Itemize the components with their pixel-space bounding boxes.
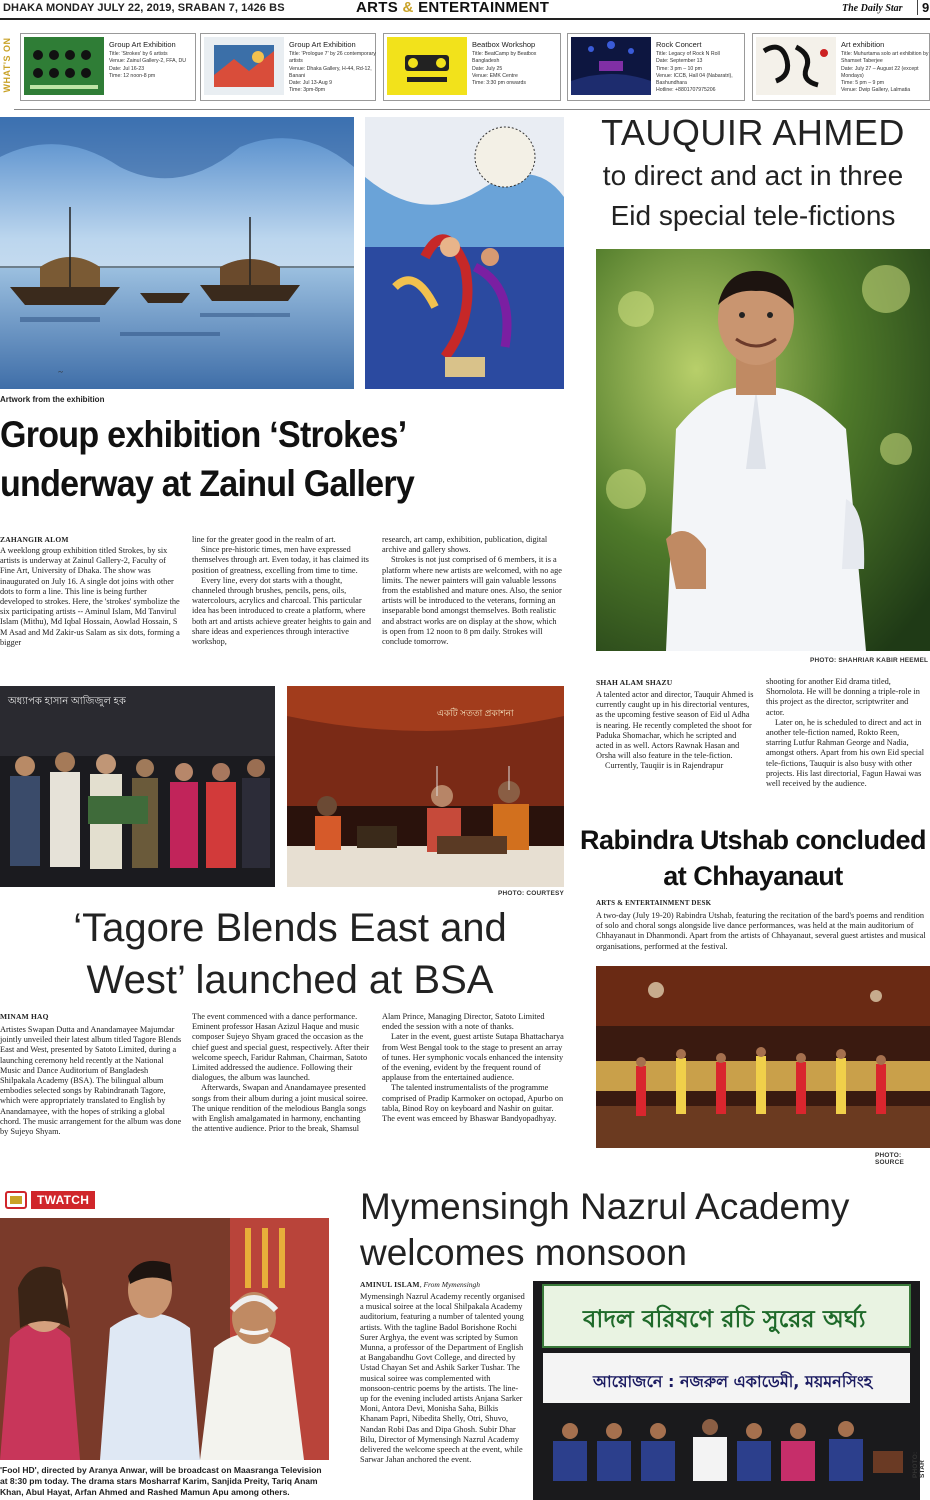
whats-on-title-3: Beatbox Workshop xyxy=(472,40,536,49)
whats-on-thumb-3 xyxy=(387,37,467,95)
tagore-col-2 xyxy=(192,1012,372,1134)
svg-text:~: ~ xyxy=(58,367,63,377)
tagore-photo-launch xyxy=(0,686,275,887)
whats-on-thumb-5 xyxy=(756,37,836,95)
nazrul-headline-line-1: Mymensingh Nazrul Academy xyxy=(360,1186,850,1227)
nazrul-byline-from: From Mymensingh xyxy=(423,1280,481,1289)
page-number: 9 xyxy=(917,0,929,15)
whats-on-item-2[interactable] xyxy=(200,33,376,101)
twatch-photo xyxy=(0,1218,329,1460)
tauquir-headline-line-3: Eid special tele-fictions xyxy=(610,200,896,231)
nazrul-photo-credit: PHOTO: STAR xyxy=(912,1451,926,1478)
whats-on-item-4[interactable] xyxy=(567,33,745,101)
whats-on-title-2: Group Art Exhibition xyxy=(289,40,356,49)
whats-on-item-3[interactable] xyxy=(383,33,561,101)
whats-on-detail-1: Title: 'Strokes' by 6 artists Venue: Zainul Gallery-2, FFA, DU Date: Jul 16-23 Time: 12 noon-8 pm xyxy=(109,51,186,79)
section-title-arts: ARTS xyxy=(356,0,399,16)
tagore-col-2-p2: Afterwards, Swapan and Anandamayee presented songs from their album during a joint musical soiree. The unique rendition of the melodious Bangla songs with English amalgamated in harmony, enchanting the attentive audience. Prior to the break, Shamsul xyxy=(192,1083,368,1134)
tagore-byline: MINAM HAQ xyxy=(0,1012,49,1021)
nazrul-headline-line-2: welcomes monsoon xyxy=(360,1232,687,1273)
tagore-col-3-p3: The talented instrumentalists of the programme comprised of Pradip Karmoker on octopad, Apurbo on tabla, Binod Roy on keyboard and Nashir on guitar. The event was emceed by Bhaswar Bandyopadhyay. xyxy=(382,1083,564,1124)
tagore-headline xyxy=(0,902,580,1006)
section-title-amp: & xyxy=(402,0,414,16)
nazrul-byline-name: AMINUL ISLAM xyxy=(360,1280,420,1289)
tauquir-col-1-p1: A talented actor and director, Tauquir Ahmed is currently caught up in his directorial ventures, as the upcoming festive season of Eid ul Adha is nearing. He recently completed the shoot for Paduka Shomachar, which he scripted and acted in as well. Actors Rawnak Hasan and Orsha will also feature in the tele-fiction. xyxy=(596,690,754,761)
rabindra-photo-credit: PHOTO: SOURCE xyxy=(875,1152,905,1166)
tauquir-col-2-p2: Later on, he is scheduled to direct and act in another tele-fiction named, Rokto Reen, starring Lutfur Rahman George and Nadia, amongst others. Apart from his own Eid special tele-fictions, Tauquir is also busy with other projects. His last directorial, Fagun Hawai was well received by the audience. xyxy=(766,717,925,789)
tauquir-col-2 xyxy=(766,677,926,789)
tauquir-headline-line-1: TAUQUIR AHMED xyxy=(601,112,905,153)
nazrul-headline xyxy=(360,1184,930,1276)
rabindra-headline-line-2: at Chhayanaut xyxy=(663,861,843,891)
strokes-painting-abstract xyxy=(365,117,564,389)
twatch-badge xyxy=(5,1190,95,1210)
nazrul-banner-title: বাদল বরিষণে রচি সুরের অর্ঘ্য xyxy=(583,1305,866,1333)
tagore-headline-line-1: ‘Tagore Blends East and xyxy=(73,906,507,950)
nazrul-body-p1: Mymensingh Nazrul Academy recently organised a musical soiree at the local Shilpakala Academy auditorium, featuring a number of talented young artists. With the tagline Badol Borishone Rochi Surer Arghya, the event was scripted by Sumon Munna, a professor of the Department of English at Bangabandhu Govt College, and directed by Ustad Chayan Set and Ashik Sarker Tushar. The musical soiree was complemented with monsoon-centric poems by the artists. The line-up for the evening included artists Anjana Sarker Moni, Antora Devi, Monisha Saha, Bilkis Khanam Papri, Nibedita Shelly, Otri, Shuvo, Nandan Robi Das and Dipa Ghosh. Subir Dhar Bilu, Director of Mymensingh Nazrul Academy delivered the welcome speech at the event, while Sarwar Jahan anchored the event. xyxy=(360,1292,525,1465)
strokes-col-2 xyxy=(192,535,372,647)
nazrul-byline: AMINUL ISLAM, From Mymensingh xyxy=(360,1280,481,1289)
tagore-photo-performance xyxy=(287,686,564,887)
whats-on-thumb-2 xyxy=(204,37,284,95)
strokes-byline: ZAHANGIR ALOM xyxy=(0,535,69,544)
rabindra-byline: ARTS & ENTERTAINMENT DESK xyxy=(596,899,712,907)
whats-on-detail-3: Title: BeatCamp by Beatbox Bangladesh Date: July 25 Venue: EMK Centre Time: 3:30 pm onwards xyxy=(472,51,537,87)
strokes-caption: Artwork from the exhibition xyxy=(0,395,105,404)
whats-on-title-5: Art exhibition xyxy=(841,40,885,49)
twatch-caption: 'Fool HD', directed by Aranya Anwar, will be broadcast on Maasranga Television at 8:30 pm today. The drama stars Mosharraf Karim, Sanjida Preity, Tariq Anam Khan, Abul Hayat, Arfan Ahmed and Rashed Mamun Apu among others. xyxy=(0,1465,322,1497)
rabindra-headline-line-1: Rabindra Utshab concluded xyxy=(579,825,927,855)
tauquir-byline: SHAH ALAM SHAZU xyxy=(596,678,673,687)
nazrul-banner-organizer: আয়োজনে : নজরুল একাডেমী, ময়মনসিংহ xyxy=(593,1372,873,1391)
tagore-banner-text: অধ্যাপক হাসান আজিজুল হক xyxy=(8,696,126,707)
rabindra-body: A two-day (July 19-20) Rabindra Utshab, featuring the recitation of the bard's poems and rendition of solo and choral songs alongside live dance performances, was held at the main auditorium of Chhayanaut in Dhanmondi. Apart from the artists of Chhayanaut, several guest artistes and musical organisations, performed at the festival. xyxy=(596,911,926,951)
tauquir-col-2-p1: shooting for another Eid drama titled, Shornolota. He will be donning a triple-role in this project as the director, scriptwriter and actor. xyxy=(766,677,920,717)
whats-on-detail-2: Title: 'Prologue 7' by 26 contemporary artists Venue: Dhaka Gallery, H-44, Rd-12, Banani Date: Jul 13-Aug 9 Time: 3pm-8pm xyxy=(289,51,376,94)
whats-on-label xyxy=(0,26,14,110)
strokes-painting-boats xyxy=(0,117,354,389)
tagore-col-3 xyxy=(382,1012,564,1124)
tagore-col-1 xyxy=(0,1025,182,1137)
whats-on-detail-5: Title: Muhurtama solo art exhibition by Shamset Taberjee Date: July 27 – August 22 (except Mondays) Time: 5 pm – 9 pm Venue: Dwip Gallery, Lalmatia xyxy=(841,51,929,94)
strokes-headline-line-1: Group exhibition ‘Strokes’ xyxy=(0,414,407,455)
strokes-col-2-p1: line for the greater good in the realm of art. xyxy=(192,535,336,544)
paper-logo: The Daily Star xyxy=(842,3,903,14)
rabindra-headline xyxy=(576,822,930,894)
whats-on-item-5[interactable] xyxy=(752,33,930,101)
tagore-col-2-p1: The event commenced with a dance performance. Eminent professor Hasan Azizul Haque and music composer Sujeyo Shyam graced the occasion as the chief guest and special guest, respectively. After their welcome speech, Faridur Rahman, Chairman, Satoto Limited addressed the audience. Following their dialogues, the album was launched. xyxy=(192,1012,370,1083)
strokes-headline xyxy=(0,410,534,508)
nazrul-photo xyxy=(533,1281,920,1500)
whats-on-thumb-1 xyxy=(24,37,104,95)
tagore-col-3-p2: Later in the event, guest artiste Sutapa Bhattacharya from West Bengal took to the stage to present an array of tunes. Her symphonic vocals enhanced the intensity of the evening, evident by the frequent round of applause from the entertained audience. xyxy=(382,1032,564,1083)
nazrul-body xyxy=(360,1292,525,1465)
tagore-col-3-p1: Alam Prince, Managing Director, Satoto Limited ended the session with a note of thanks. xyxy=(382,1012,545,1032)
strokes-col-3-p1: research, art camp, exhibition, publication, digital archive and gallery shows. xyxy=(382,535,548,555)
section-title-entertainment: ENTERTAINMENT xyxy=(418,0,550,16)
tagore-stage-banner: একটি সততা প্রকাশনা xyxy=(437,708,514,718)
tauquir-headline-line-2: to direct and act in three xyxy=(602,160,904,191)
tauquir-col-1-p2: Currently, Tauqiir is in Rajendrapur xyxy=(605,761,724,771)
rabindra-photo xyxy=(596,966,930,1148)
strokes-col-3 xyxy=(382,535,564,647)
dateline: DHAKA MONDAY JULY 22, 2019, SRABAN 7, 1426 BS xyxy=(3,2,285,14)
tv-icon xyxy=(5,1191,27,1209)
strokes-col-1-p1: A weeklong group exhibition titled Strokes, by six artists is underway at Zainul Gallery-2, Faculty of Fine Art, University of Dhaka. The show was inaugurated on July 16. A single dot joins with other dots to form a line. This line is being further developed to strokes. Here, the 'strokes' symbolize the six participating artists -- Aminul Islam, Md Tanvirul Islam (Mithu), Md Iqbal Hossain, Aowlad Hossain, S M Asad and Md Zakir-us Salam as six dots, forming a bigger xyxy=(0,546,180,647)
section-title xyxy=(356,0,549,16)
tauquir-photo-credit: PHOTO: SHAHRIAR KABIR HEEMEL xyxy=(810,657,929,664)
masthead xyxy=(0,0,930,20)
whats-on-thumb-4 xyxy=(571,37,651,95)
whats-on-label-text: WHAT'S ON xyxy=(2,37,12,93)
twatch-label: TWATCH xyxy=(31,1191,95,1209)
whats-on-detail-4: Title: Legacy of Rock N Roll Date: September 13 Time: 3 pm – 10 pm Venue: ICCB, Hall 04 (Nabaratri), Bashundhara Hotline: +8801707975206 xyxy=(656,51,733,94)
strokes-col-1 xyxy=(0,546,182,648)
whats-on-item-1[interactable] xyxy=(20,33,196,101)
whats-on-title-4: Rock Concert xyxy=(656,40,702,49)
strokes-col-2-p3: Every line, every dot starts with a thought, channeled through brushes, pencils, pens, oils, watercolours, acrylics and charcoal. This particular idea has been introduced to create a platform, where both art and artists achieve greater heights to gain and share ideas and experiences through interactive workshop, xyxy=(192,575,372,647)
strokes-col-2-p2: Since pre-historic times, men have expressed themselves through art. Even today, it has claimed its position of greatness, excelling from time to time. xyxy=(192,545,369,575)
tagore-col-1-p1: Artistes Swapan Dutta and Anandamayee Majumdar jointly unveiled their latest album titled Tagore Blends East and West, presented by Satoto Limited, during a launching ceremony held recently at the National Music and Dance Auditorium of Bangladesh Shilpakala Academy (BSA). The bilingual album embodies selected songs by Rabindranath Tagore, which were appropriately translated to English by Anandamayee, with the hopes of striking a global chord. The music arrangement for the album was done by Sujeyo Shyam. xyxy=(0,1025,182,1137)
tauquir-photo xyxy=(596,249,930,651)
tagore-headline-line-2: West’ launched at BSA xyxy=(86,958,494,1002)
whats-on-title-1: Group Art Exhibition xyxy=(109,40,176,49)
tauquir-headline xyxy=(576,110,930,236)
tauquir-col-1 xyxy=(596,690,754,772)
strokes-headline-line-2: underway at Zainul Gallery xyxy=(0,463,415,504)
tagore-photo-credit: PHOTO: COURTESY xyxy=(498,890,565,897)
strokes-col-3-p2: Strokes is not just comprised of 6 members, it is a platform where new artists are welcomed, with no age limits. The newer painters will gain valuable lessons from the established and mature ones. Also, the senior artists will be introduced to the veterans, forming an inseparable bond amongst themselves. Both realistic and abstract works are on display at the show, which is open from 12 noon to 8 pm daily. Strokes will conclude tomorrow. xyxy=(382,555,562,647)
